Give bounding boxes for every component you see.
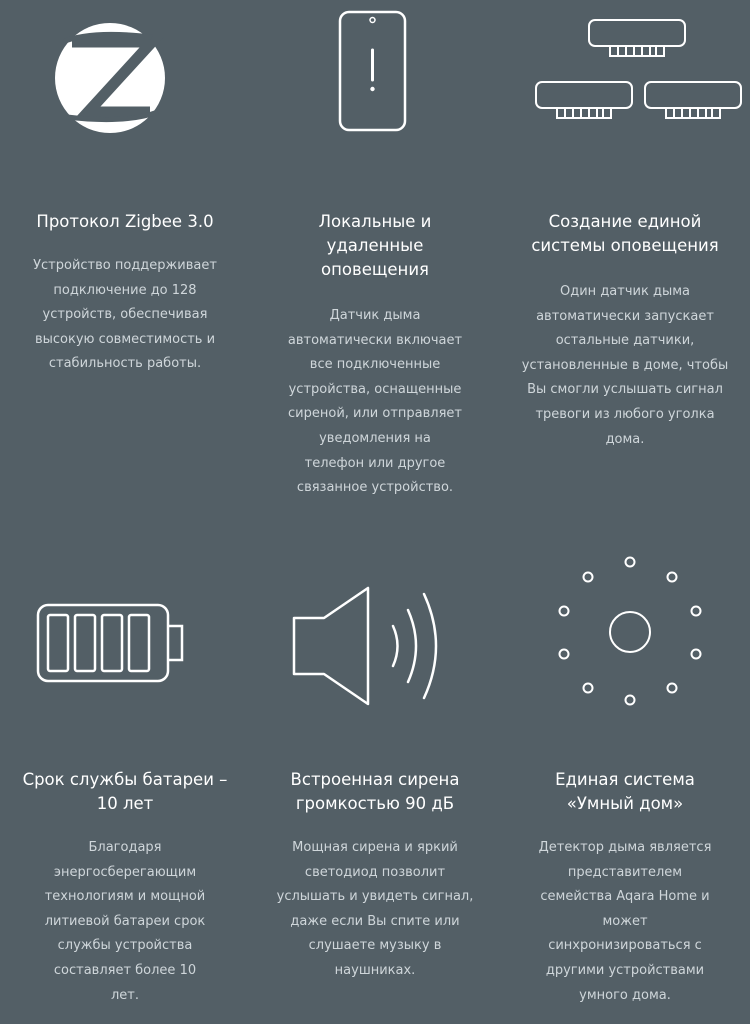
battery-icon [0, 538, 250, 738]
feature-title: Протокол Zigbee 3.0 [36, 212, 214, 231]
feature-description: Детектор дыма является представителем семейства Aqara Home и может синхронизироваться с другими устройствами умного дома. [538, 840, 712, 1003]
feature-smart-home [500, 538, 750, 1008]
feature-title: Создание единой системы оповещения [531, 212, 719, 255]
feature-siren [250, 538, 500, 984]
feature-title: Встроенная сирена громкостью 90 дБ [290, 770, 460, 813]
feature-battery [0, 538, 250, 1008]
feature-title: Единая система «Умный дом» [555, 770, 695, 813]
feature-alarm-system [500, 0, 750, 452]
smart-home-ring-icon [500, 538, 750, 738]
feature-title: Срок службы батареи – 10 лет [22, 770, 228, 813]
feature-description: Датчик дыма автоматически включает все подключенные устройства, оснащенные сиреной, или отправляет уведомления на телефон или другое связанное устройство. [287, 308, 463, 496]
smoke-detectors-icon [500, 0, 750, 200]
feature-zigbee [0, 0, 250, 377]
feature-description: Мощная сирена и яркий светодиод позволит услышать и увидеть сигнал, даже если Вы спите или слушаете музыку в наушниках. [276, 840, 474, 978]
feature-description: Один датчик дыма автоматически запускает остальные датчики, установленные в доме, чтобы Вы смогли услышать сигнал тревоги из любого уголка дома. [521, 284, 729, 447]
feature-description: Благодаря энергосберегающим технологиям и мощной литиевой батареи срок службы устройства составляет более 10 лет. [44, 840, 206, 1003]
zigbee-logo-icon [0, 0, 250, 200]
smartphone-alert-icon [250, 0, 500, 200]
feature-alerts [250, 0, 500, 501]
speaker-siren-icon [250, 538, 500, 738]
feature-title: Локальные и удаленные оповещения [318, 212, 432, 279]
feature-description: Устройство поддерживает подключение до 128 устройств, обеспечивая высокую совместимость и стабильность работы. [33, 258, 217, 372]
